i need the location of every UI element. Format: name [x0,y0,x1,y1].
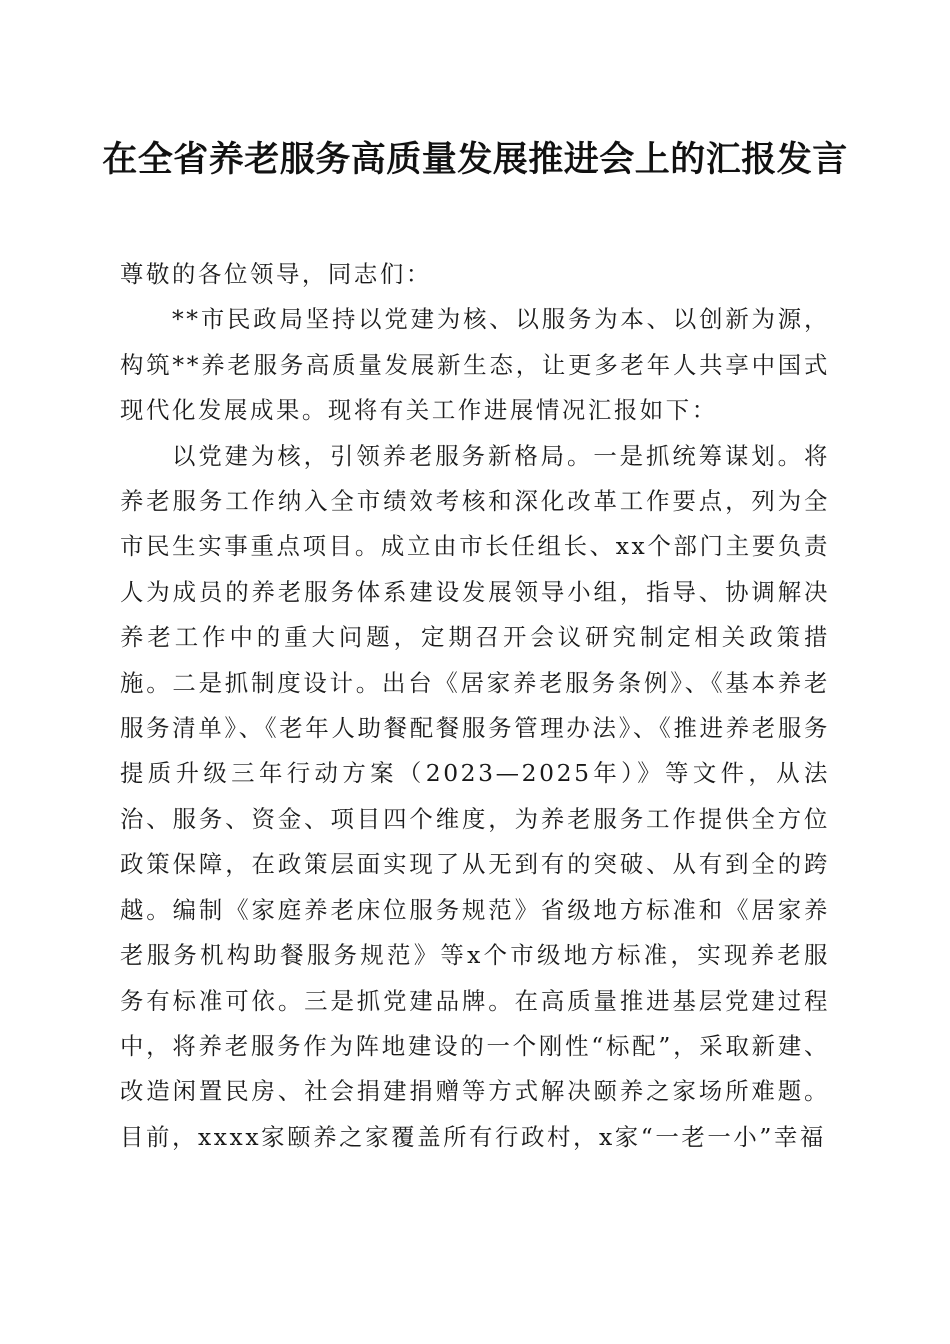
intro-paragraph: **市民政局坚持以党建为核、以服务为本、以创新为源，构筑**养老服务高质量发展新生态，让更多老年人共享中国式现代化发展成果。现将有关工作进展情况汇报如下： [120,305,830,425]
document-body [120,252,830,1160]
document-title: 在全省养老服务高质量发展推进会上的汇报发言 [102,139,848,180]
salutation: 尊敬的各位领导，同志们： [120,260,432,288]
party-building-paragraph: 以党建为核，引领养老服务新格局。一是抓统筹谋划。将养老服务工作纳入全市绩效考核和深化改革工作要点，列为全市民生实事重点项目。成立由市长任组长、xx个部门主要负责人为成员的养老服务体系建设发展领导小组，指导、协调解决养老工作中的重大问题，定期召开会议研究制定相关政策措施。二是抓制度设计。出台《居家养老服务条例》、《基本养老服务清单》、《老年人助餐配餐服务管理办法》、《推进养老服务提质升级三年行动方案（2023—2025年）》等文件，从法治、服务、资金、项目四个维度，为养老服务工作提供全方位政策保障，在政策层面实现了从无到有的突破、从有到全的跨越。编制《家庭养老床位服务规范》省级地方标准和《居家养老服务机构助餐服务规范》等x个市级地方标准，实现养老服务有标准可依。三是抓党建品牌。在高质量推进基层党建过程中，将养老服务作为阵地建设的一个刚性“标配”，采取新建、改造闲置民房、社会捐建捐赠等方式解决颐养之家场所难题。目前，xxxx家颐养之家覆盖所有行政村，x家“一老一小”幸福 [120,441,830,1151]
